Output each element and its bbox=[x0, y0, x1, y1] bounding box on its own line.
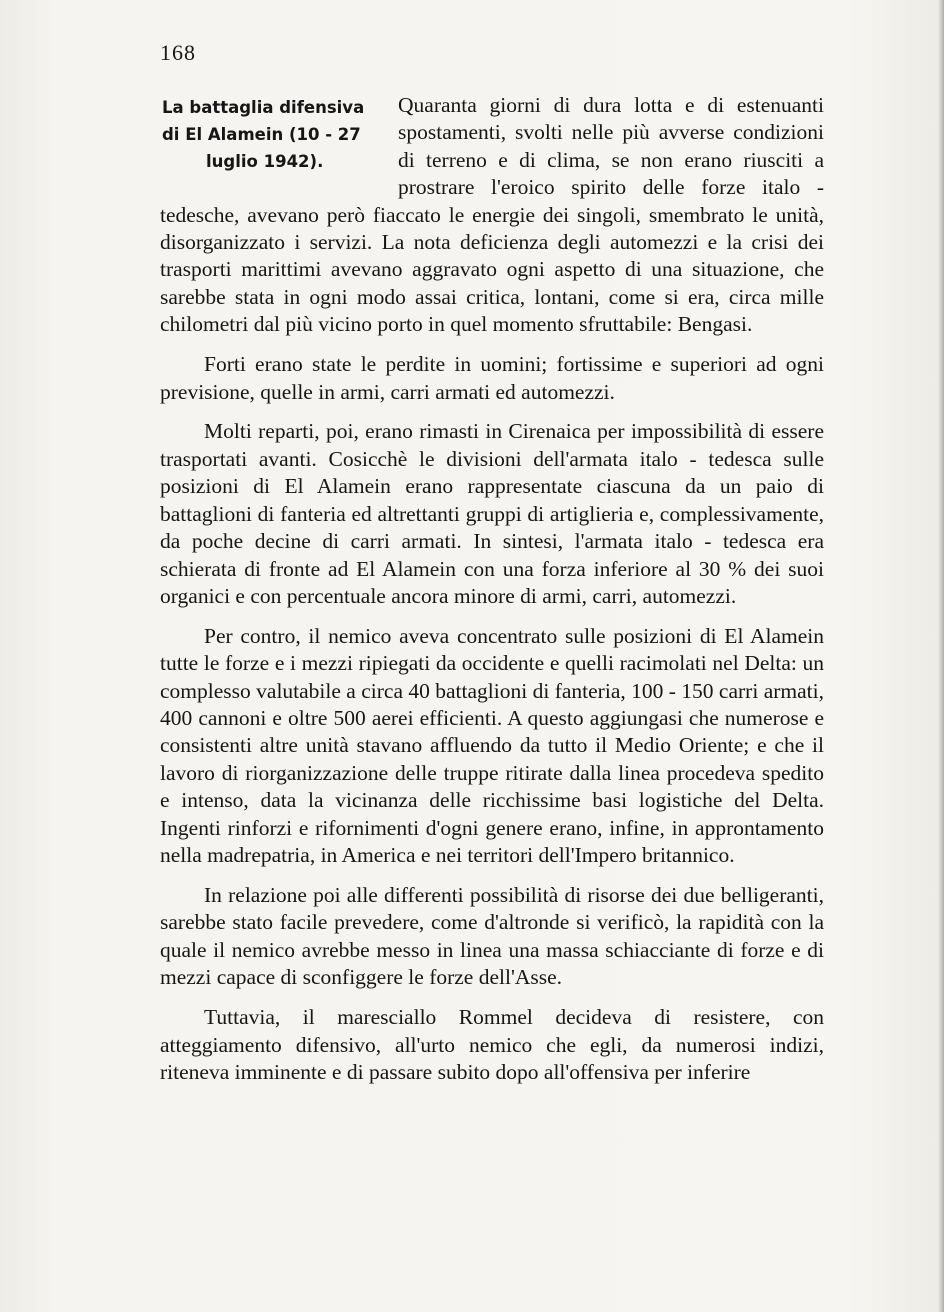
side-heading-space bbox=[160, 92, 398, 200]
side-heading-line-2: di El Alamein (10 - 27 bbox=[162, 125, 361, 144]
page-edge-shadow bbox=[938, 0, 944, 1312]
body-text bbox=[160, 92, 824, 1099]
side-heading-line-1: La battaglia difensiva bbox=[162, 98, 365, 117]
paragraph-5: In relazione poi alle differenti possibilità di risorse dei due belligeranti, sarebbe stato facile prevedere, come d'altronde si verificò, la rapidità con la quale il nemico avrebbe messo in linea una massa schiacciante di forze e di mezzi capace di sconfiggere le forze dell'Asse. bbox=[160, 882, 824, 990]
paragraph-3: Molti reparti, poi, erano rimasti in Cirenaica per impossibilità di essere trasportati avanti. Cosicchè le divisioni dell'armata italo - tedesca sulle posizioni di El Alamein erano rappresentate ciascuna da un paio di battaglioni di fanteria ed altrettanti gruppi di artiglieria e, complessivamente, da poche decine di carri armati. In sintesi, l'armata italo - tedesca era schierata di fronte ad El Alamein con una forza inferiore al 30 % dei suoi organici e con percentuale ancora minore di armi, carri, automezzi. bbox=[160, 419, 824, 608]
paragraph-1: Quaranta giorni di dura lotta e di estenuanti spostamenti, svolti nelle più avverse condizioni di terreno e di clima, se non erano riusciti a prostrare l'eroico spirito delle forze italo - tedesche, avevano però fiaccato le energie dei singoli, smembrato le unità, disorganizzato i servizi. La nota deficienza degli automezzi e la crisi dei trasporti marittimi avevano aggravato ogni aspetto di una situazione, che sarebbe stata in ogni modo assai critica, lontani, come si era, circa mille chilometri dal più vicino porto in quel momento sfruttabile: Bengasi. bbox=[160, 93, 824, 337]
paragraph-4: Per contro, il nemico aveva concentrato sulle posizioni di El Alamein tutte le forze e i mezzi ripiegati da occidente e quelli racimolati nel Delta: un complesso valutabile a circa 40 battaglioni di fanteria, 100 - 150 carri armati, 400 cannoni e oltre 500 aerei efficienti. A questo aggiungasi che numerose e consistenti altre unità stavano affluendo da tutto il Medio Oriente; e che il lavoro di riorganizzazione delle truppe ritirate dalla linea procedeva spedito e intenso, data la vicinanza delle ricchissime basi logistiche del Delta. Ingenti rinforzi e rifornimenti d'ogni genere erano, infine, in approntamento nella madrepatria, in America e nei territori dell'Impero britannico. bbox=[160, 623, 824, 868]
paragraph-6: Tuttavia, il maresciallo Rommel decideva di resistere, con atteggiamento difensivo, all'urto nemico che egli, da numerosi indizi, riteneva imminente e di passare subito dopo all'offensiva per inferire bbox=[160, 1005, 824, 1084]
side-heading-line-3: luglio 1942). bbox=[206, 152, 324, 171]
paragraph-2: Forti erano state le perdite in uomini; fortissime e superiori ad ogni previsione, quelle in armi, carri armati ed automezzi. bbox=[160, 352, 824, 404]
page-number: 168 bbox=[160, 40, 196, 65]
